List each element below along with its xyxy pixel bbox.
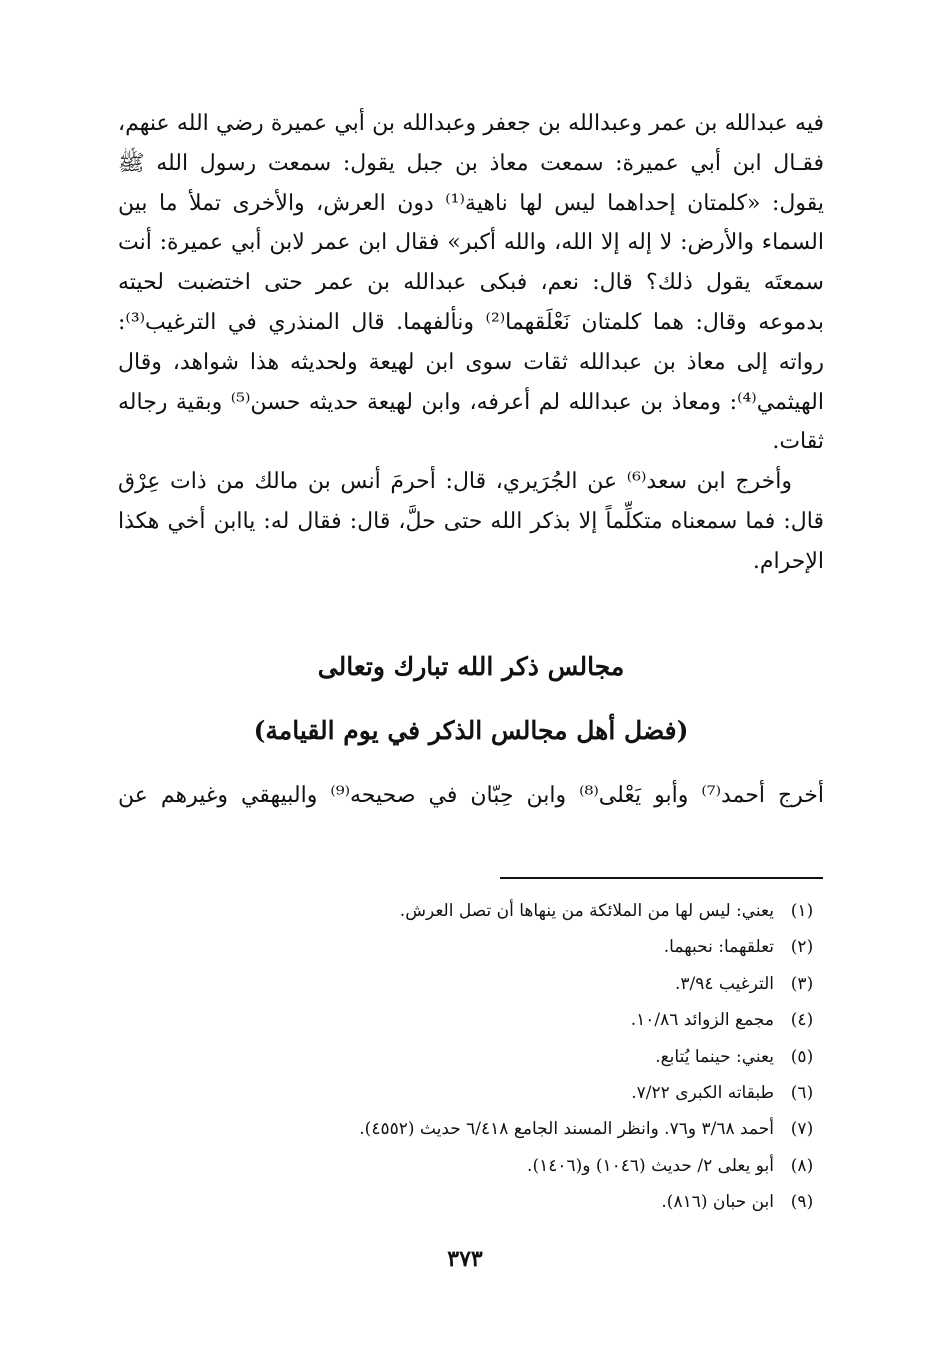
footnote-6 (118, 1075, 824, 1111)
footnote-number: (٩) (790, 1192, 814, 1213)
page-number: ٣٧٣ (447, 1246, 483, 1272)
footnote-text: يعني: ليس لها من الملائكة من ينهاها أن تصل العرش. (399, 901, 774, 921)
footnote-text: تعلقهما: نحبهما. (663, 937, 774, 958)
main-text (118, 104, 824, 582)
footnote-divider (500, 877, 823, 879)
paragraph-hadith-two-words: فيه عبدالله بن عمر وعبدالله بن جعفر وعبدالله بن أبي عميرة رضي الله عنهم، فقـال ابن أبي عميرة: سمعت معاذ بن جبل يقول: سمعت رسول الله ﷺ يقول: «كلمتان إحداهما ليس لها ناهية⁽¹⁾ دون العرش، والأخرى تملأ ما بين السماء والأرض: لا إله إلا الله، والله أكبر» فقال ابن عمر لابن أبي عميرة: أنت سمعتَه يقول ذلك؟ قال: نعم، فبكى عبدالله بن عمر حتى اختضبت لحيته بدموعه وقال: هما كلمتان نَعْلَقهما⁽²⁾ ونألفهما. قال المنذري في الترغيب⁽³⁾: رواته إلى معاذ بن عبدالله ثقات سوى ابن لهيعة ولحديثه هذا شواهد، وقال الهيثمي⁽⁴⁾: ومعاذ بن عبدالله لم أعرفه، وابن لهيعة حديثه حسن⁽⁵⁾ وبقية رجاله ثقات. (118, 111, 825, 455)
footnote-number: (٧) (790, 1119, 814, 1140)
footnote-7 (118, 1111, 824, 1147)
paragraph-intro-line: أخرج أحمد⁽⁷⁾ وأبو يَعْلى⁽⁸⁾ وابن حِبّان في صحيحه⁽⁹⁾ والبيهقي وغيرهم عن (118, 783, 825, 808)
footnote-text: أحمد ٣/٦٨ و٧٦. وانظر المسند الجامع ٦/٤١٨ حديث (٤٥٥٢). (359, 1119, 774, 1140)
footnote-text: الترغيب ٣/٩٤. (674, 973, 774, 994)
footnote-text: يعني: حينما يُتابع. (655, 1046, 774, 1067)
footnote-2 (118, 929, 824, 965)
paragraph-anas-ihram: وأخرج ابن سعد⁽⁶⁾ عن الجُرَيري، قال: أحرمَ أنس بن مالك من ذات عِرْق قال: فما سمعناه متكلِّماً إلا بذكر الله حتى حلَّ، قال: فقال له: ياابن أخي هكذا الإحرام. (118, 469, 824, 574)
section-heading: مجالس ذكر الله تبارك وتعالى (317, 652, 625, 681)
footnote-4 (118, 1002, 824, 1038)
footnote-list (118, 893, 824, 1221)
footnote-5 (118, 1039, 824, 1075)
footnote-1 (118, 893, 824, 929)
footnote-text: أبو يعلى ٢/ حديث (١٠٤٦) و(١٤٠٦). (527, 1155, 774, 1176)
section-subheading: (فضل أهل مجالس الذكر في يوم القيامة) (253, 716, 689, 745)
footnote-3 (118, 966, 824, 1002)
footnote-9 (118, 1184, 824, 1220)
footnote-number: (٦) (790, 1082, 814, 1103)
footnote-text: ابن حبان (٨١٦). (661, 1192, 774, 1213)
footnote-number: (١) (790, 901, 814, 921)
footnote-number: (٤) (790, 1010, 814, 1031)
footnote-number: (٨) (790, 1155, 814, 1176)
footnote-number: (٥) (790, 1046, 814, 1067)
footnote-8 (118, 1148, 824, 1184)
footnote-number: (٣) (790, 973, 814, 994)
footnote-text: طبقاته الكبرى ٧/٢٢. (631, 1082, 774, 1103)
footnote-number: (٢) (790, 937, 814, 958)
footnote-text: مجمع الزوائد ١٠/٨٦. (630, 1010, 774, 1031)
